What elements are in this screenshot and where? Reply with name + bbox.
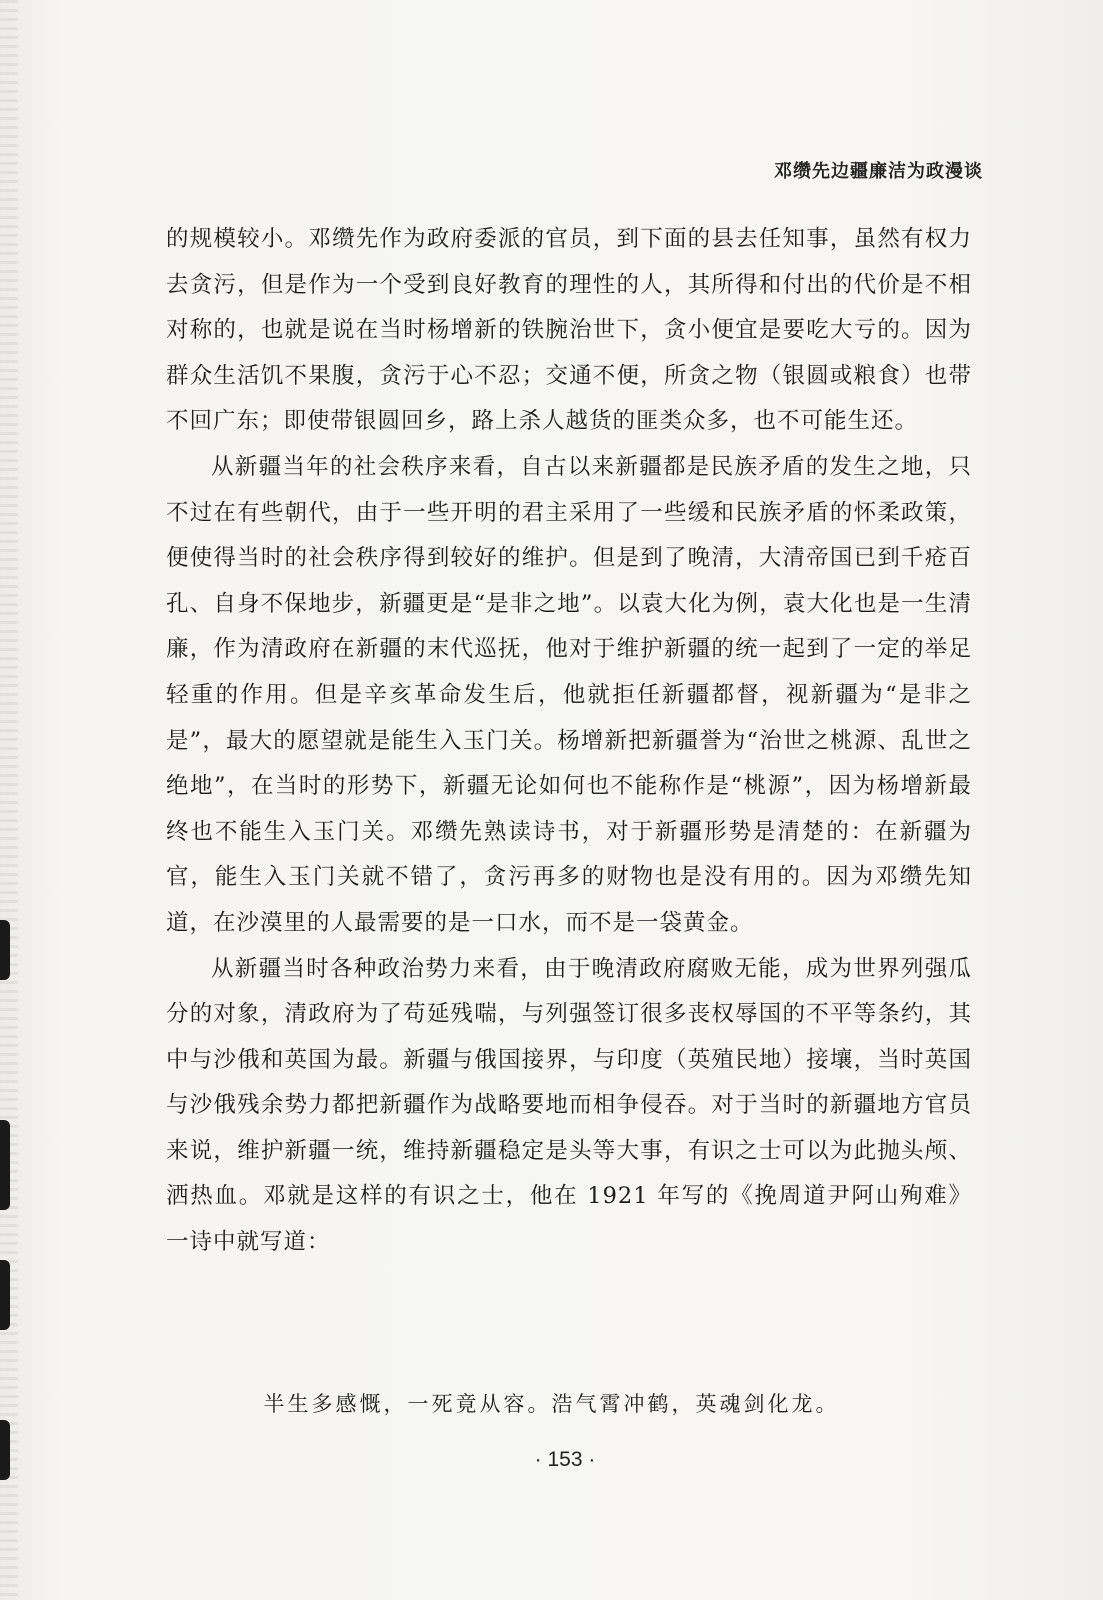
body-text bbox=[166, 217, 972, 1266]
paragraph: 从新疆当时各种政治势力来看，由于晚清政府腐败无能，成为世界列强瓜分的对象，清政府为了苟延残喘，与列强签订很多丧权辱国的不平等条约，其中与沙俄和英国为最。新疆与俄国接界，与印度（英殖民地）接壤，当时英国与沙俄残余势力都把新疆作为战略要地而相争侵吞。对于当时的新疆地方官员来说，维护新疆一统，维持新疆稳定是头等大事，有识之士可以为此抛头颅、洒热血。邓就是这样的有识之士，他在 1921 年写的《挽周道尹阿山殉难》一诗中就写道： bbox=[166, 955, 972, 1256]
binding-shadow-mark bbox=[0, 920, 10, 980]
page-number: · 153 · bbox=[534, 1448, 596, 1471]
poem-quote: 半生多感慨，一死竟从容。浩气霄冲鹤，英魂剑化龙。 bbox=[263, 1392, 840, 1416]
paragraph: 从新疆当年的社会秩序来看，自古以来新疆都是民族矛盾的发生之地，只不过在有些朝代，由于一些开明的君主采用了一些缓和民族矛盾的怀柔政策，便使得当时的社会秩序得到较好的维护。但是到了晚清，大清帝国已到千疮百孔、自身不保地步，新疆更是“是非之地”。以袁大化为例，袁大化也是一生清廉，作为清政府在新疆的末代巡抚，他对于维护新疆的统一起到了一定的举足轻重的作用。但是辛亥革命发生后，他就拒任新疆都督，视新疆为“是非之是”，最大的愿望就是能生入玉门关。杨增新把新疆誉为“治世之桃源、乱世之绝地”，在当时的形势下，新疆无论如何也不能称作是“桃源”，因为杨增新最终也不能生入玉门关。邓缵先熟读诗书，对于新疆形势是清楚的：在新疆为官，能生入玉门关就不错了，贪污再多的财物也是没有用的。因为邓缵先知道，在沙漠里的人最需要的是一口水，而不是一袋黄金。 bbox=[166, 453, 972, 936]
scan-binding-edge bbox=[0, 0, 18, 1600]
binding-shadow-mark bbox=[0, 1120, 10, 1210]
running-head: 邓缵先边疆廉洁为政漫谈 bbox=[774, 161, 983, 182]
binding-shadow-mark bbox=[0, 1260, 10, 1330]
paragraph: 的规模较小。邓缵先作为政府委派的官员，到下面的县去任知事，虽然有权力去贪污，但是作为一个受到良好教育的理性的人，其所得和付出的代价是不相对称的，也就是说在当时杨增新的铁腕治世下，贪小便宜是要吃大亏的。因为群众生活饥不果腹，贪污于心不忍；交通不便，所贪之物（银圆或粮食）也带不回广东；即使带银圆回乡，路上杀人越货的匪类众多，也不可能生还。 bbox=[166, 226, 972, 435]
